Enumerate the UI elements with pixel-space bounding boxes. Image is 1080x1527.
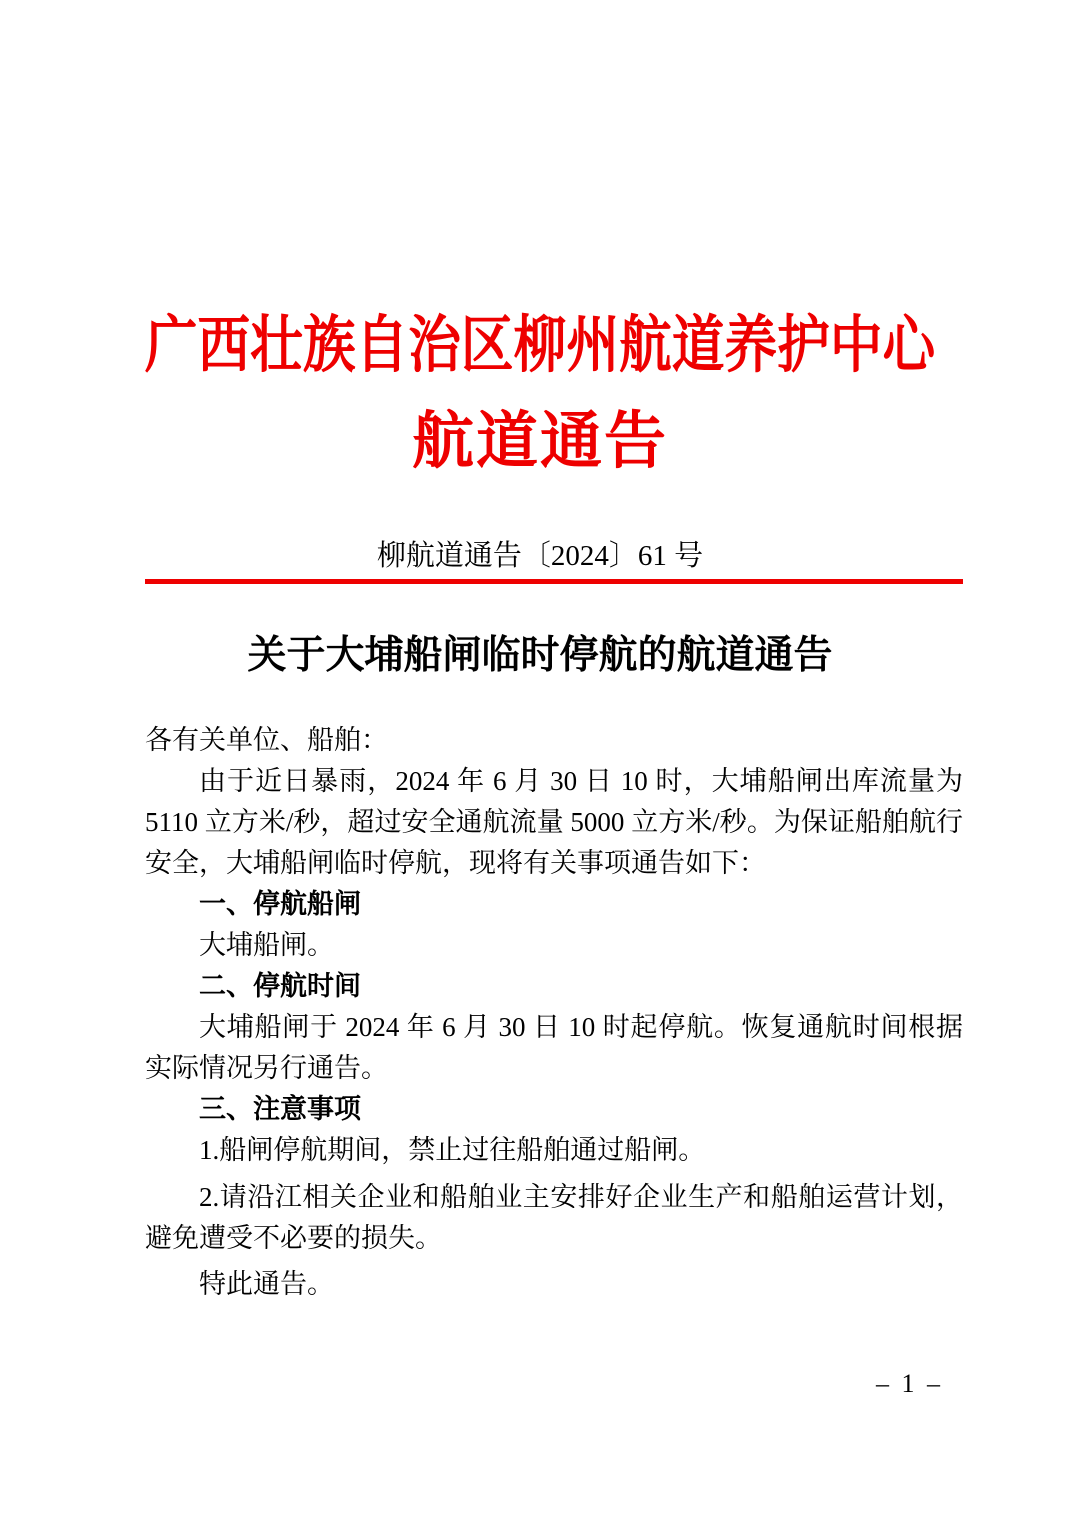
section-1-paragraph: 大埔船闸。 bbox=[199, 930, 334, 960]
note-item-2: 2.请沿江相关企业和船舶业主安排好企业生产和船舶运营计划，避免遭受不必要的损失。 bbox=[145, 1182, 963, 1253]
org-title-line2: 航道通告 bbox=[411, 408, 668, 476]
salutation: 各有关单位、船舶： bbox=[145, 725, 388, 755]
intro-paragraph: 由于近日暴雨，2024 年 6 月 30 日 10 时，大埔船闸出库流量为 5110 立方米/秒，超过安全通航流量 5000 立方米/秒。为保证船舶航行安全，大埔船闸临时停航，现将有关事项通告如下： bbox=[145, 766, 963, 878]
notice-title: 关于大埔船闸临时停航的航道通告 bbox=[247, 634, 833, 677]
doc-number: 柳航道通告〔2024〕61 号 bbox=[376, 540, 704, 572]
closing-line: 特此通告。 bbox=[199, 1269, 334, 1299]
section-heading-2: 二、停航时间 bbox=[199, 971, 361, 1001]
notice-body bbox=[145, 720, 963, 1305]
red-divider-rule bbox=[145, 579, 963, 584]
section-2-paragraph: 大埔船闸于 2024 年 6 月 30 日 10 时起停航。恢复通航时间根据实际情况另行通告。 bbox=[145, 1012, 963, 1083]
section-heading-1: 一、停航船闸 bbox=[199, 889, 361, 919]
org-title-line1: 广西壮族自治区柳州航道养护中心 bbox=[144, 312, 936, 380]
note-item-1: 1.船闸停航期间，禁止过往船舶通过船闸。 bbox=[199, 1135, 706, 1165]
section-heading-3: 三、注意事项 bbox=[199, 1094, 361, 1124]
page-number: – 1 – bbox=[876, 1369, 943, 1398]
